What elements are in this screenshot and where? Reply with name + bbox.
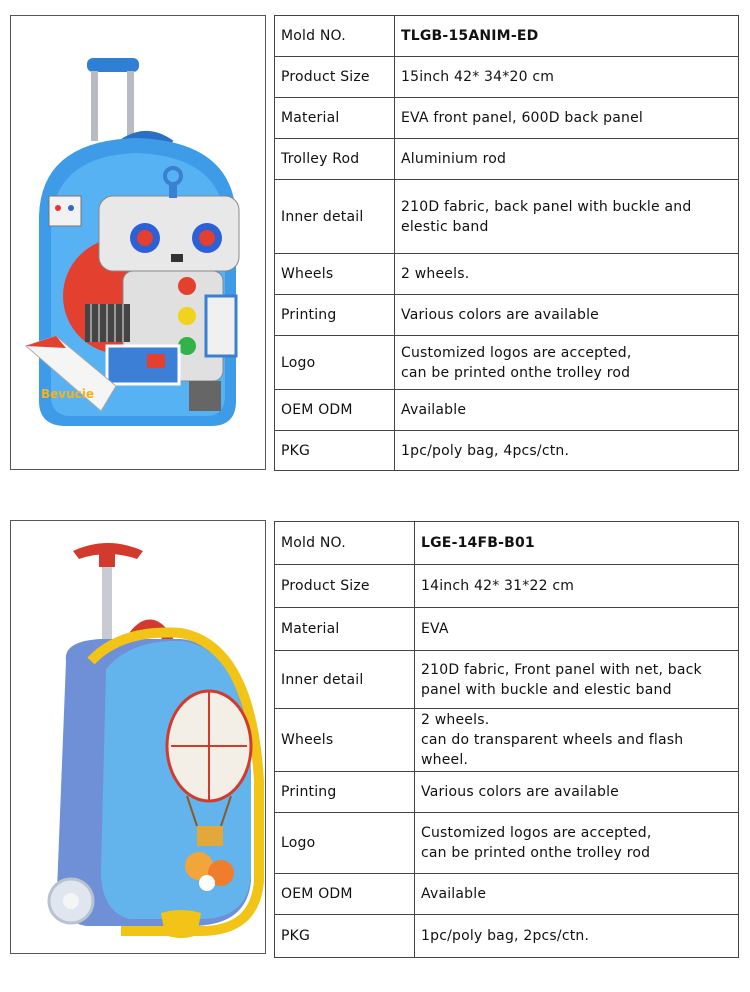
table-row [275, 431, 739, 471]
spec-label: OEM ODM [275, 874, 415, 915]
spec-label: Material [275, 98, 395, 139]
table-row [275, 565, 739, 608]
table-row [275, 180, 739, 254]
spec-label: PKG [275, 915, 415, 958]
table-row [275, 336, 739, 390]
spec-label: Inner detail [275, 180, 395, 254]
spec-label: PKG [275, 431, 395, 471]
brand-logo: Bevucie [41, 387, 95, 401]
spec-value: Available [395, 390, 739, 431]
spec-value: LGE-14FB-B01 [415, 522, 739, 565]
spec-label: Material [275, 608, 415, 651]
spec-label: Printing [275, 772, 415, 813]
spec-label: Printing [275, 295, 395, 336]
spec-table-2 [274, 521, 739, 958]
spec-label: Inner detail [275, 651, 415, 709]
table-row [275, 813, 739, 874]
robot-trolley-illustration [11, 16, 265, 469]
table-row [275, 254, 739, 295]
spec-value: 1pc/poly bag, 4pcs/ctn. [395, 431, 739, 471]
table-row [275, 522, 739, 565]
spec-value: EVA [415, 608, 739, 651]
spec-value: 2 wheels. [395, 254, 739, 295]
spec-value: Various colors are available [415, 772, 739, 813]
spec-label: Trolley Rod [275, 139, 395, 180]
spec-value: 15inch 42* 34*20 cm [395, 57, 739, 98]
spec-value: 1pc/poly bag, 2pcs/ctn. [415, 915, 739, 958]
spec-value: 210D fabric, Front panel with net, back panel with buckle and elestic band [415, 651, 739, 709]
spec-label: OEM ODM [275, 390, 395, 431]
spec-value: Aluminium rod [395, 139, 739, 180]
spec-label: Mold NO. [275, 16, 395, 57]
table-row [275, 57, 739, 98]
table-row [275, 16, 739, 57]
table-row [275, 651, 739, 709]
spec-label: Product Size [275, 57, 395, 98]
spec-label: Wheels [275, 709, 415, 772]
table-row [275, 772, 739, 813]
spec-value: TLGB-15ANIM-ED [395, 16, 739, 57]
spec-value: Customized logos are accepted, can be printed onthe trolley rod [395, 336, 739, 390]
table-row [275, 390, 739, 431]
spec-label: Mold NO. [275, 522, 415, 565]
spec-value: Various colors are available [395, 295, 739, 336]
table-row [275, 915, 739, 958]
spec-label: Logo [275, 813, 415, 874]
spec-label: Wheels [275, 254, 395, 295]
spec-value: 210D fabric, back panel with buckle and elestic band [395, 180, 739, 254]
spec-value: 2 wheels. can do transparent wheels and flash wheel. [415, 709, 739, 772]
table-row [275, 874, 739, 915]
spec-table-1 [274, 15, 739, 471]
table-row [275, 139, 739, 180]
spec-value: Available [415, 874, 739, 915]
table-row [275, 98, 739, 139]
spec-value: Customized logos are accepted, can be printed onthe trolley rod [415, 813, 739, 874]
spec-label: Product Size [275, 565, 415, 608]
spec-value: EVA front panel, 600D back panel [395, 98, 739, 139]
spec-value: 14inch 42* 31*22 cm [415, 565, 739, 608]
product-photo-balloon [10, 520, 266, 954]
table-row [275, 295, 739, 336]
product-photo-robot [10, 15, 266, 470]
spec-label: Logo [275, 336, 395, 390]
balloon-trolley-illustration [11, 521, 265, 953]
table-row [275, 608, 739, 651]
table-row [275, 709, 739, 772]
